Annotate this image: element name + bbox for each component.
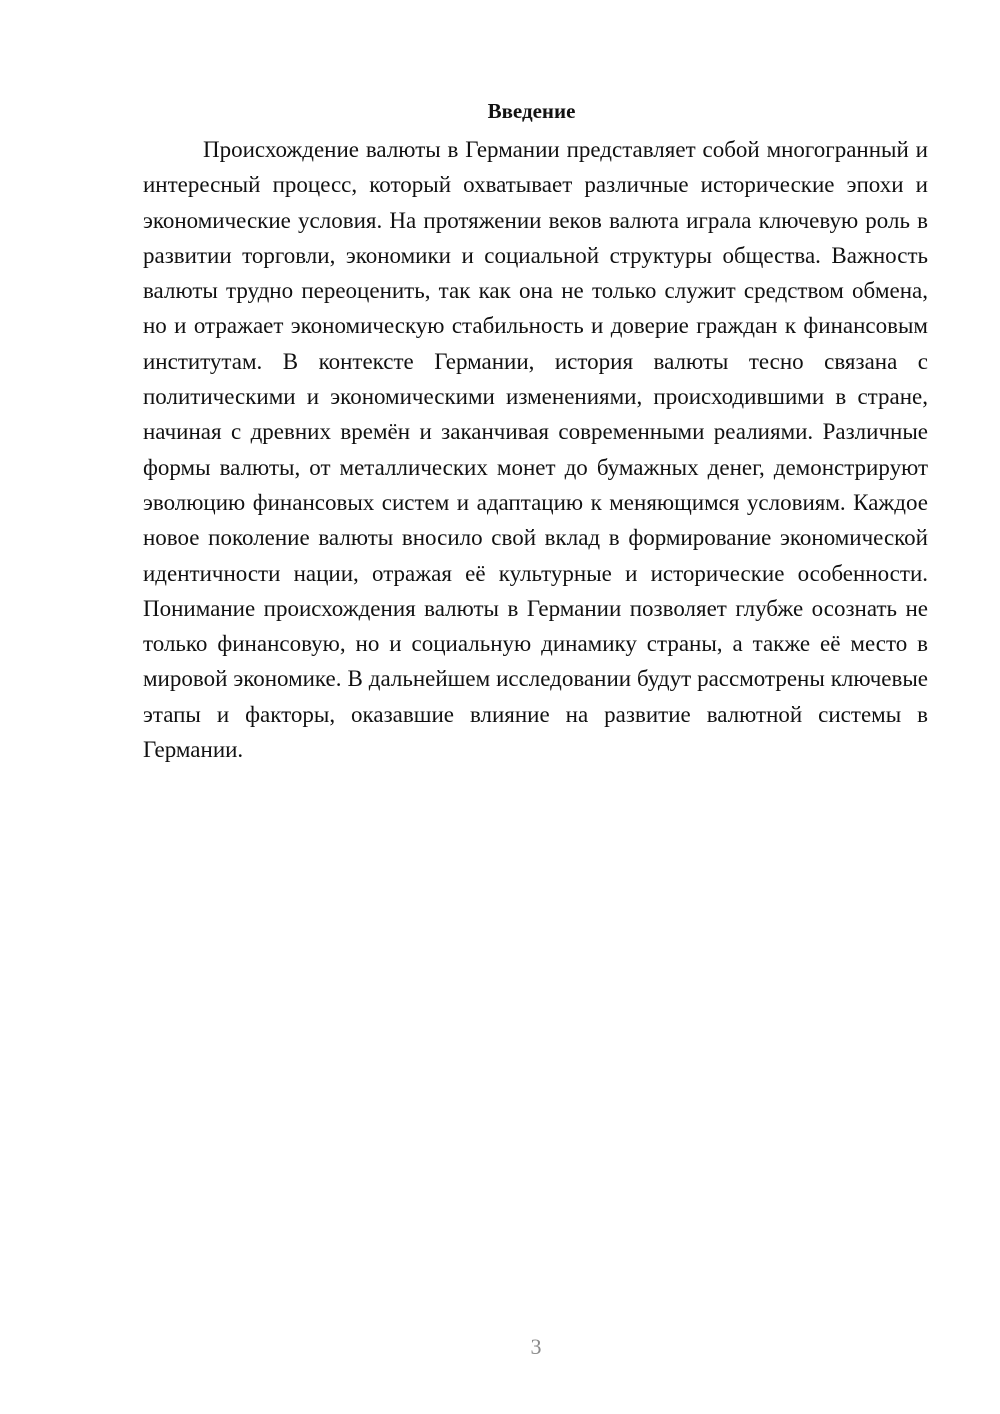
page-content (143, 96, 928, 767)
page-number: 3 (530, 1334, 542, 1359)
section-heading: Введение (487, 99, 576, 123)
introduction-paragraph: Происхождение валюты в Германии представляет собой многогранный и интересный процесс, который охватывает различные исторические эпохи и экономические условия. На протяжении веков валюта играла ключевую роль в развитии торговли, экономики и социальной структуры общества. Важность валюты трудно переоценить, так как она не только служит средством обмена, но и отражает экономическую стабильность и доверие граждан к финансовым институтам. В контексте Германии, история валюты тесно связана с политическими и экономическими изменениями, происходившими в стране, начиная с древних времён и заканчивая современными реалиями. Различные формы валюты, от металлических монет до бумажных денег, демонстрируют эволюцию финансовых систем и адаптацию к меняющимся условиям. Каждое новое поколение валюты вносило свой вклад в формирование экономической идентичности нации, отражая её культурные и исторические особенности. Понимание происхождения валюты в Германии позволяет глубже осознать не только финансовую, но и социальную динамику страны, а также её место в мировой экономике. В дальнейшем исследовании будут рассмотрены ключевые этапы и факторы, оказавшие влияние на развитие валютной системы в Германии. (143, 137, 928, 763)
